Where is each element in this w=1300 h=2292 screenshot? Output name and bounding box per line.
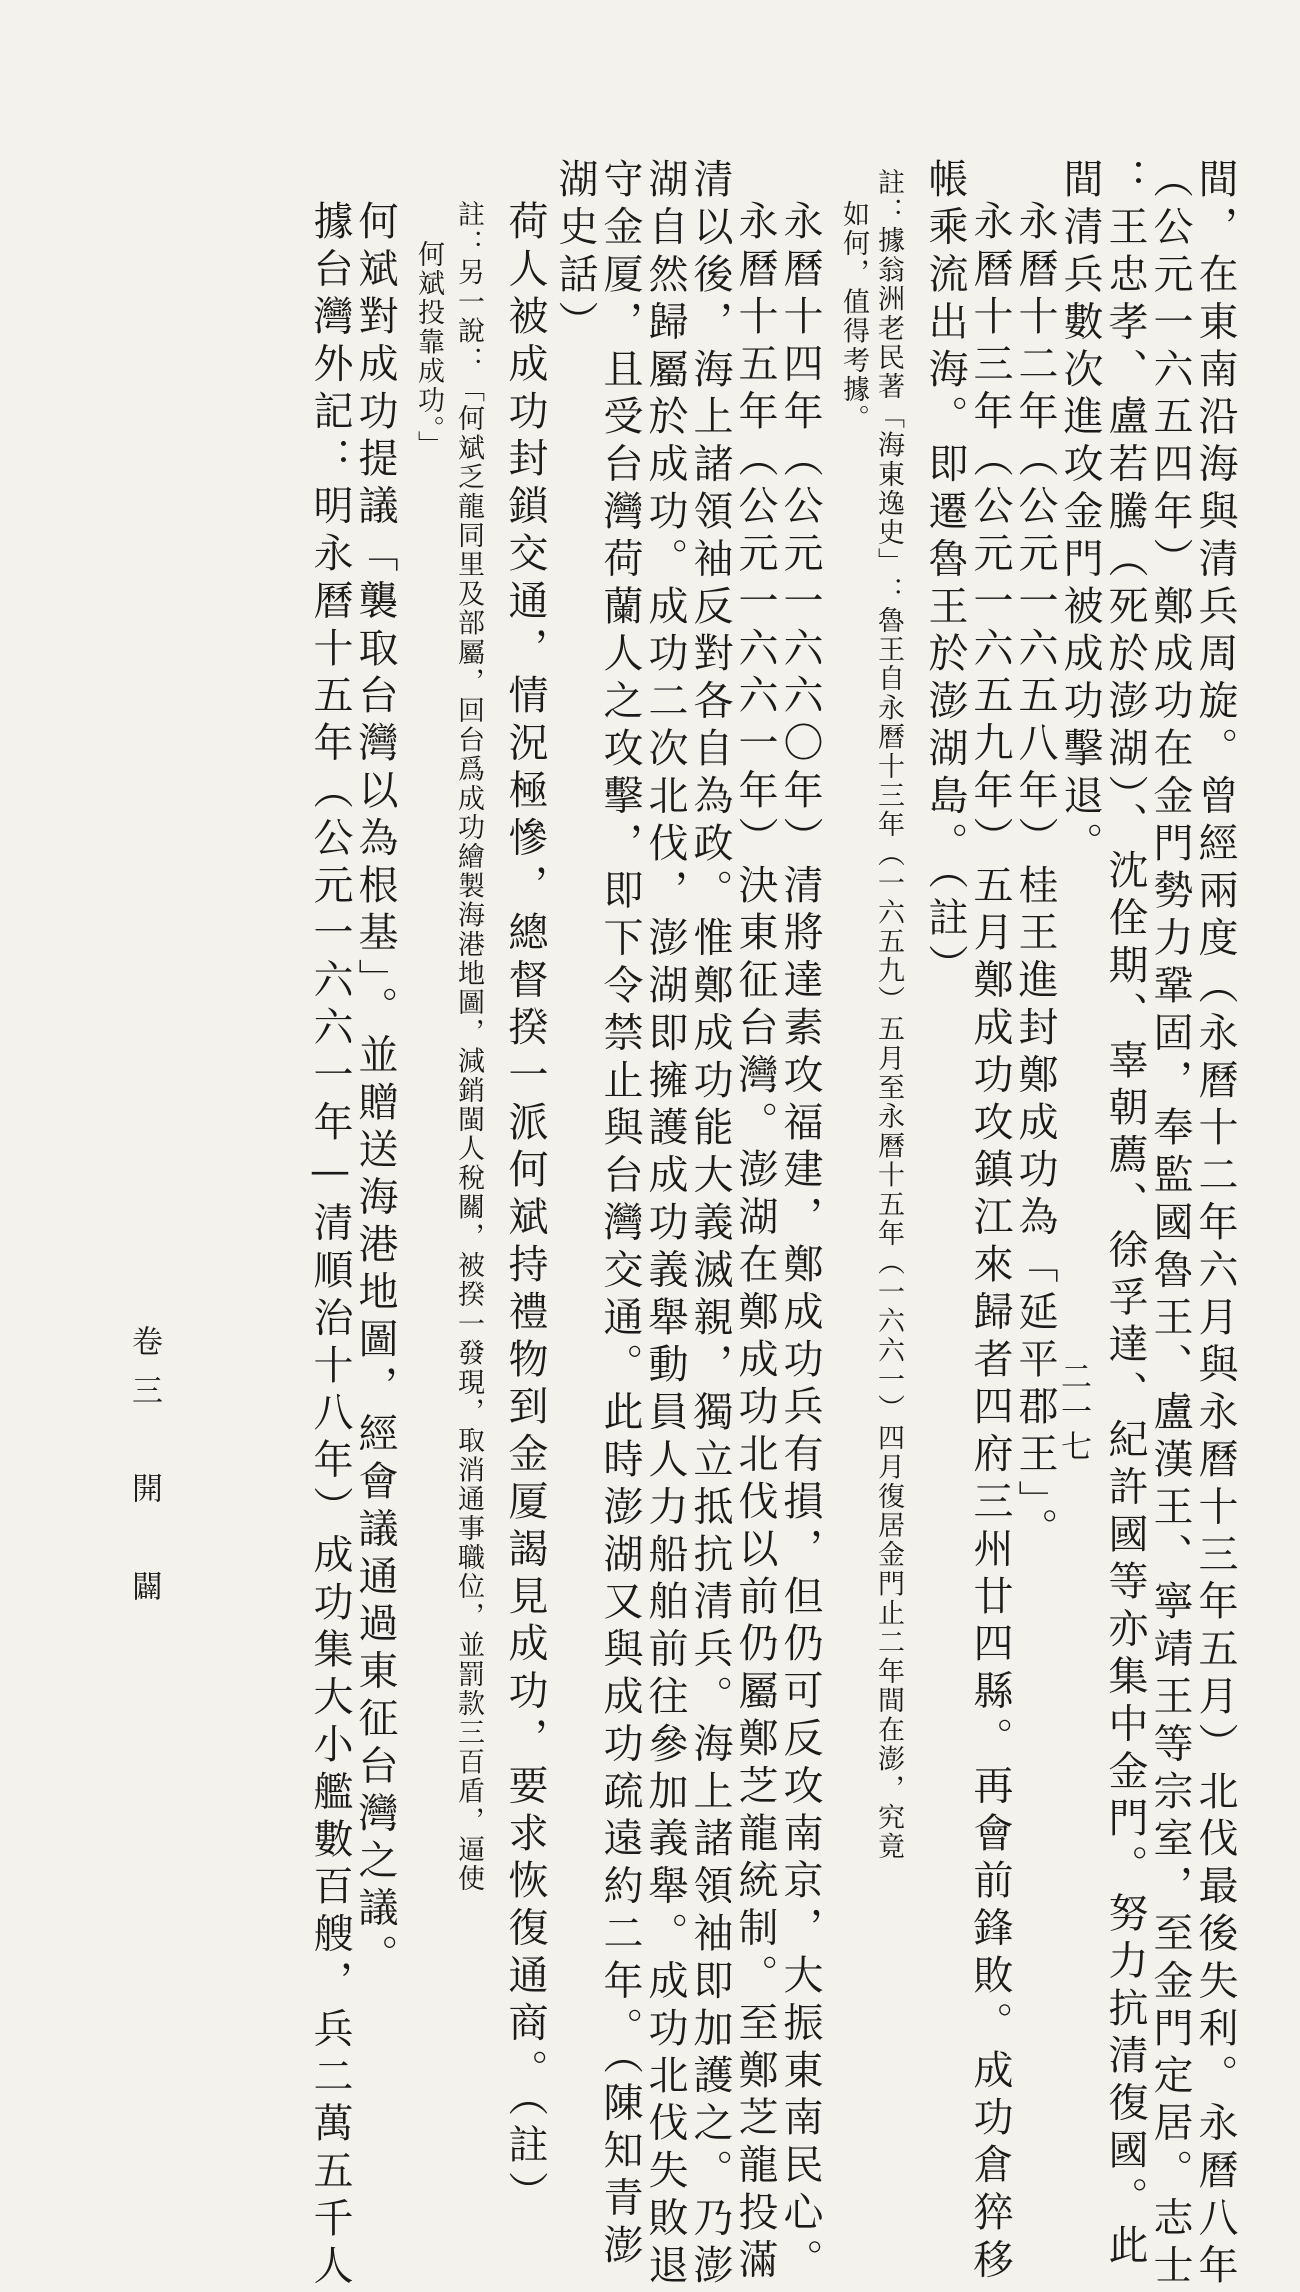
text-column: 永曆十三年（公元一六五九年）五月鄭成功攻鎮江來歸者四府三州廿四縣。再會前鋒敗。成功倉猝移 [967,200,1013,2286]
text-column: ：王忠孝、盧若騰（死於澎湖）、沈佺期、辜朝薦、徐孚達、紀許國等亦集中金門。努力抗清復國。此 [1102,158,1148,2271]
text-column: 湖自然歸屬於成功。成功二次北伐，澎湖即擁護成功義舉動員人力船舶前往參加義舉。成功北伐失敗退 [642,158,688,2291]
text-column: 間清兵數次進攻金門被成功擊退。 [1057,158,1103,869]
text-column: 湖史話） [552,158,598,348]
text-column: 據台灣外記：明永曆十五年（公元一六六一年—清順治十八年）成功集大小艦數百艘，兵二萬五千人 [307,200,353,2292]
text-column: 帳乘流出海。即遷魯王於澎湖島。（註） [922,158,968,992]
text-column: 永曆十二年（公元一六五八年）桂王進封鄭成功為「延平郡王」。 [1012,200,1058,1555]
text-column: 永曆十五年（公元一六六一年）決東征台灣。澎湖在鄭成功北伐以前仍屬鄭芝龍統制。至鄭芝龍投滿 [732,200,778,2286]
text-column: 何斌對成功提議「襲取台灣以為根基」。並贈送海港地圖，經會議通過東征台灣之議。 [352,200,398,1982]
running-footer: 卷三 開 闢 [126,1325,162,1619]
text-column: 永曆十四年（公元一六六〇年）清將達素攻福建，鄭成功兵有損，但仍可反攻南京，大振東南民心。 [777,200,823,2286]
text-column: 荷人被成功封鎖交通，情況極慘，總督揆一派何斌持禮物到金厦謁見成功，要求恢復通商。（註） [502,200,548,2219]
page-number: 二一七 [1055,1360,1091,1465]
footnote-column: 註：據翁洲老民著「海東逸史」：魯王自永曆十三年（一六五九）五月至永曆十五年（一六六一）四月復居金門止二年間在澎，究竟 [873,168,904,1862]
text-column: 清以後，海上諸領袖反對各自為政。惟鄭成功能大義滅親，獨立抵抗清兵。海上諸領袖即加護之。乃澎 [687,158,733,2291]
footnote-column: 註：另一說：「何斌乏龍同里及部屬，回台爲成功繪製海港地圖，減銷閩人稅關，被揆一發現，取消通事職位，並罰款三百盾，逼使 [453,200,484,1894]
footnote-column: 何斌投靠成功。」 [413,240,444,461]
text-column: 間，在東南沿海與清兵周旋。曾經兩度（永曆十二年六月與永曆十三年五月）北伐最後失利。永曆八年 [1192,158,1238,2291]
text-column: 守金厦，且受台灣荷蘭人之攻擊，即下令禁止與台灣交通。此時澎湖又與成功疏遠約二年。（陳知青澎 [597,158,643,2271]
footnote-column: 如何，值得考據。 [838,200,869,434]
text-column: （公元一六五四年）鄭成功在金門勢力鞏固，奉監國魯王、盧漢王、寧靖王等宗室，至金門定居。志士 [1147,158,1193,2291]
